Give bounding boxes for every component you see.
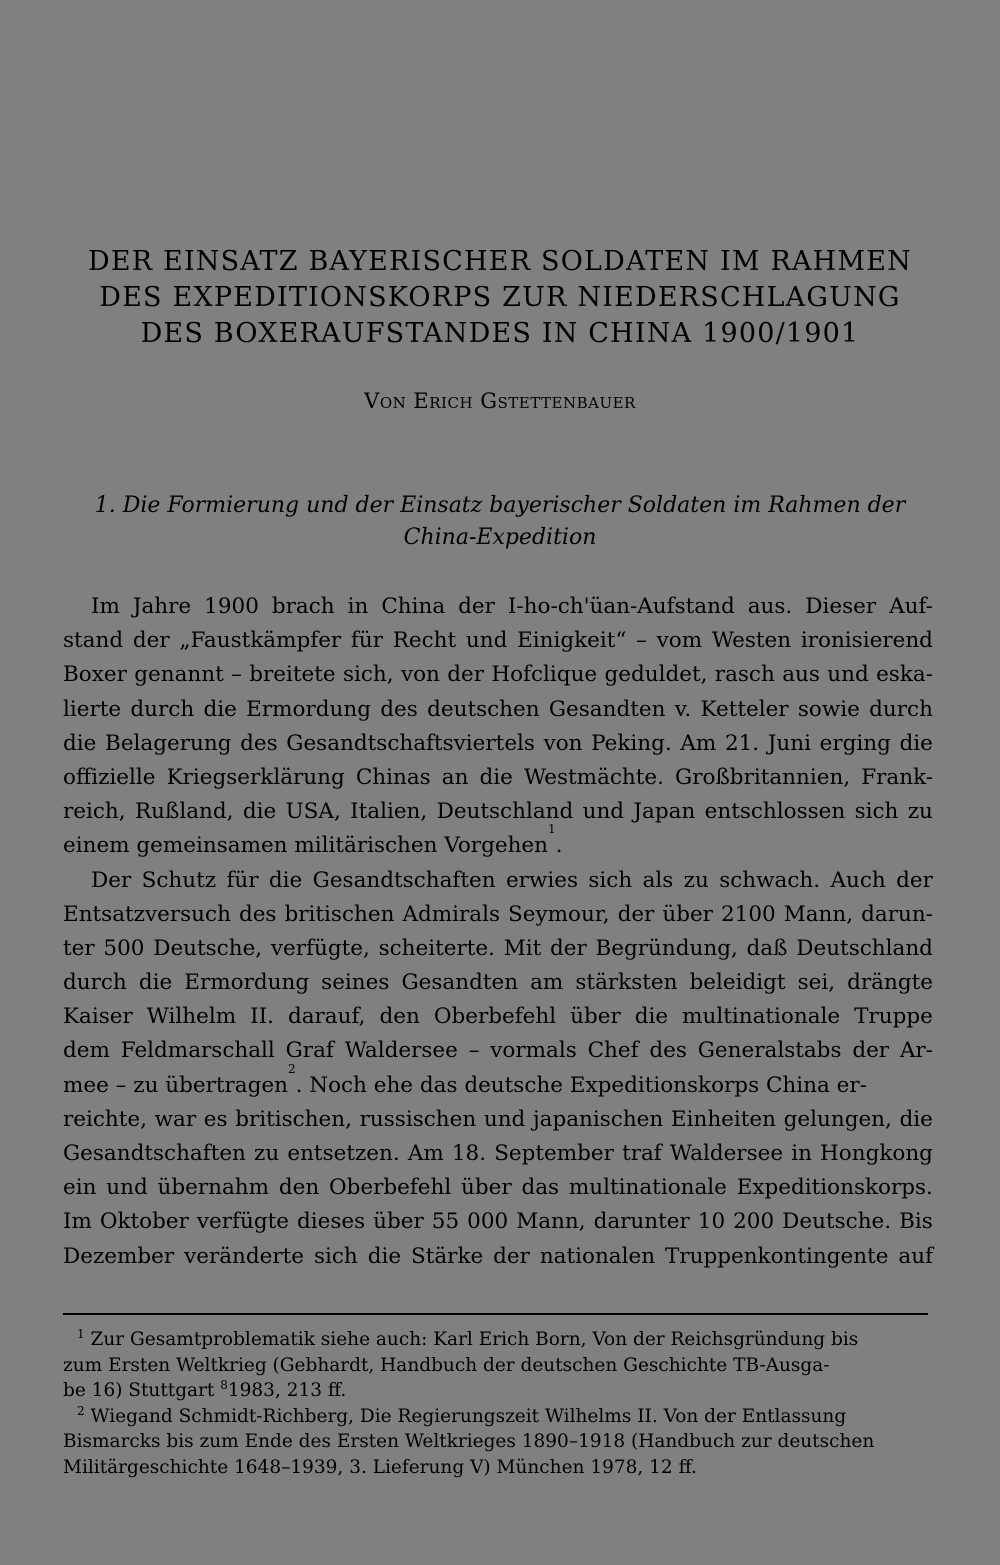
body-word: durch xyxy=(63,970,127,996)
body-word: Boxer xyxy=(63,662,127,688)
body-word: sei, xyxy=(797,970,836,996)
body-word: Juni xyxy=(767,730,811,756)
section-heading-line: China-Expedition xyxy=(403,525,597,550)
footnote-line: Bismarcks bis zum Ende des Ersten Weltkrieges 1890–1918 (Handbuch zur deutschen xyxy=(63,1431,875,1452)
body-word: Hongkong xyxy=(820,1141,933,1166)
body-line xyxy=(63,1034,933,1068)
body-word: geduldet, xyxy=(604,662,708,688)
body-word: den xyxy=(379,1004,420,1030)
body-word: britischen, xyxy=(235,1106,352,1132)
body-word: war xyxy=(154,1106,197,1132)
body-word: Graf xyxy=(285,1038,334,1064)
body-word: in xyxy=(347,594,369,619)
body-word: 21. xyxy=(724,730,760,756)
footnote-text: Wiegand Schmidt-Richberg, Die Regierungszeit Wilhelms II. Von der Entlassung xyxy=(90,1405,847,1427)
body-word: scheiterte. xyxy=(378,935,495,961)
footnote-separator xyxy=(63,1313,928,1315)
body-word: der xyxy=(493,1243,530,1269)
body-word: stärksten xyxy=(575,970,678,996)
body-word: über xyxy=(570,1004,621,1030)
body-word: daß xyxy=(746,935,788,961)
body-word: die xyxy=(268,867,303,893)
body-word: Begründung, xyxy=(595,935,738,961)
body-word: den xyxy=(278,1175,320,1201)
body-word: dieses xyxy=(297,1209,366,1235)
body-word: breitete xyxy=(249,662,336,688)
body-word: Dieser xyxy=(805,594,877,619)
body-word: seines xyxy=(321,970,390,996)
body-word: Seymour, xyxy=(508,901,610,927)
body-word: Gesandtschaften xyxy=(63,1141,246,1166)
body-word: veränderte xyxy=(184,1243,305,1269)
body-word: und xyxy=(582,799,625,825)
body-word: die xyxy=(899,730,933,756)
body-word: 55 xyxy=(431,1209,460,1235)
body-word: Japan xyxy=(633,799,696,825)
body-line xyxy=(63,932,933,966)
body-word: Am xyxy=(407,1141,444,1166)
section-heading-line: 1. Die Formierung und der Einsatz bayerischer Soldaten im Rahmen der xyxy=(94,493,906,518)
body-word: der xyxy=(896,867,933,893)
body-word: darun- xyxy=(861,901,933,927)
body-word: der xyxy=(458,594,495,619)
body-word: Im xyxy=(63,1209,92,1235)
body-line xyxy=(63,1137,933,1171)
body-word: die xyxy=(634,1004,669,1030)
body-word: Chef xyxy=(587,1038,639,1064)
body-word: die xyxy=(479,764,513,790)
body-word: Einigkeit“ xyxy=(517,628,627,654)
body-word: Dezember xyxy=(63,1243,175,1269)
body-word: USA, xyxy=(285,799,341,825)
footnote-text: Zur Gesamtproblematik siehe auch: Karl Erich Born, Von der Reichsgründung bis xyxy=(90,1329,859,1350)
body-word: lierte xyxy=(63,696,122,722)
body-word: übernahm xyxy=(157,1175,270,1201)
body-word: 200 xyxy=(733,1209,775,1235)
body-word: Der xyxy=(91,867,132,893)
body-word: Gesandten xyxy=(401,970,519,996)
body-line xyxy=(63,1205,933,1239)
body-word: die xyxy=(242,799,277,825)
body-line xyxy=(63,1061,933,1103)
body-word: die xyxy=(899,1106,933,1132)
body-word: Admirals xyxy=(402,901,500,927)
body-word: rasch xyxy=(714,662,775,688)
body-word: gelungen, xyxy=(783,1106,892,1132)
body-word: Mann, xyxy=(516,1209,586,1235)
body-word: auf xyxy=(898,1243,933,1269)
body-word: darunter xyxy=(593,1209,690,1235)
body-word: 1900 xyxy=(204,594,259,619)
body-word: Deutschland xyxy=(796,935,933,961)
body-word: Kaiser xyxy=(63,1004,133,1030)
body-word: Frank- xyxy=(861,764,933,790)
body-word: die xyxy=(138,970,173,996)
body-word: Italien, xyxy=(350,799,428,825)
footnote-line xyxy=(63,1327,933,1353)
body-word: sich xyxy=(313,1243,358,1269)
body-word: verfügte xyxy=(196,1209,289,1235)
body-word: Im xyxy=(91,594,120,619)
title-line: DES EXPEDITIONSKORPS ZUR NIEDERSCHLAGUNG xyxy=(99,282,901,313)
body-word: ter xyxy=(63,935,95,961)
body-word: Truppenkontingente xyxy=(665,1243,889,1269)
body-word: vom xyxy=(656,628,703,654)
body-word: sowie xyxy=(797,696,860,722)
footnote-line: Militärgeschichte 1648–1939, 3. Lieferung V) München 1978, 12 ff. xyxy=(63,1456,697,1478)
body-word: II. xyxy=(250,1004,274,1030)
body-word: der xyxy=(852,1038,890,1064)
body-word: offizielle xyxy=(63,764,156,790)
body-word: des xyxy=(238,901,277,927)
body-word: Ketteler xyxy=(700,696,789,722)
body-word: über xyxy=(373,1209,424,1235)
body-word: es xyxy=(203,1106,228,1132)
body-word: ein xyxy=(63,1175,97,1201)
body-word: zu xyxy=(254,1141,280,1166)
body-line xyxy=(63,966,933,1000)
footnote-line xyxy=(63,1404,933,1430)
body-word: des xyxy=(380,696,418,722)
body-word: und xyxy=(106,1175,148,1201)
body-word: von xyxy=(400,662,440,688)
body-line xyxy=(63,1000,933,1034)
body-word: reichte, xyxy=(63,1106,147,1132)
body-word: schwach. xyxy=(719,867,821,893)
body-word: Schutz xyxy=(141,867,217,893)
section-heading xyxy=(80,490,920,554)
footnote-ref: 1 xyxy=(548,822,556,837)
body-line xyxy=(63,1171,933,1205)
body-word: des xyxy=(649,1038,687,1064)
body-word: multinationale xyxy=(568,1175,727,1201)
body-word: über xyxy=(662,901,713,927)
body-word: deutschen xyxy=(427,696,540,722)
footnote-marker: 2 xyxy=(77,1403,85,1418)
body-word: Westen xyxy=(711,628,792,654)
body-line xyxy=(63,761,933,795)
body-word: Hofclique xyxy=(491,662,598,688)
body-line xyxy=(63,727,933,761)
author-byline: Von Erich Gstettenbauer xyxy=(364,389,636,413)
body-word: Deutsche, xyxy=(153,935,263,961)
body-word: der xyxy=(549,935,587,961)
body-line-text: einem gemeinsamen militärischen Vorgehen xyxy=(63,833,548,859)
body-word: Mit xyxy=(503,935,542,961)
body-word: Am xyxy=(680,730,717,756)
body-word: Gesandtschaftsviertels xyxy=(286,730,535,756)
body-word: entsetzen. xyxy=(287,1141,400,1166)
body-word: China xyxy=(381,594,446,619)
body-word: durch xyxy=(869,696,933,722)
body-word: Ar- xyxy=(899,1038,933,1064)
body-line xyxy=(63,624,933,658)
body-word: Oberbefehl xyxy=(328,1175,452,1201)
body-word: Oberbefehl xyxy=(433,1004,557,1030)
body-word: erwies xyxy=(505,867,578,893)
body-word: aus xyxy=(782,662,820,688)
body-word: beleidigt xyxy=(689,970,786,996)
body-word: der xyxy=(617,901,655,927)
body-word: Wilhelm xyxy=(146,1004,237,1030)
body-word: aus. xyxy=(747,594,793,619)
body-word: der xyxy=(447,662,484,688)
body-word: Expeditionskorps. xyxy=(736,1175,933,1201)
body-line-text: . xyxy=(555,833,563,859)
footnote-line: zum Ersten Weltkrieg (Gebhardt, Handbuch der deutschen Geschichte TB-Ausga- xyxy=(63,1354,830,1376)
body-word: von xyxy=(543,730,583,756)
edition-superscript: 8 xyxy=(220,1377,228,1392)
footnotes xyxy=(63,1327,933,1480)
body-word: stand xyxy=(63,628,124,654)
body-word: I-ho-ch'üan-Aufstand xyxy=(507,594,735,619)
body-word: in xyxy=(791,1141,812,1166)
body-word: Mann, xyxy=(783,901,854,927)
body-word: Belagerung xyxy=(105,730,232,756)
body-line-text: . Noch ehe das deutsche Expeditionskorps China er- xyxy=(295,1072,867,1098)
body-word: darauf, xyxy=(287,1004,366,1030)
article-title xyxy=(60,244,940,352)
body-word: die xyxy=(367,1243,402,1269)
body-word: verfügte, xyxy=(270,935,370,961)
body-word: sich xyxy=(854,799,899,825)
body-word: eska- xyxy=(876,662,933,688)
body-word: – xyxy=(636,628,647,654)
footnote-ref: 2 xyxy=(287,1061,296,1076)
title-line: DES BOXERAUFSTANDES IN CHINA 1900/1901 xyxy=(140,318,860,349)
body-word: Einheiten xyxy=(670,1106,776,1132)
body-word: zu xyxy=(907,799,933,825)
footnote-marker: 1 xyxy=(77,1326,85,1341)
body-line xyxy=(63,590,933,624)
body-word: britischen xyxy=(284,901,395,927)
body-word: Westmächte. xyxy=(523,764,664,790)
body-word: Oktober xyxy=(99,1209,189,1235)
body-word: nationalen xyxy=(539,1243,656,1269)
body-word: Peking. xyxy=(591,730,672,756)
body-line xyxy=(63,1103,933,1137)
body-word: – xyxy=(231,662,242,688)
footnote-text: 1983, 213 ff. xyxy=(227,1380,347,1401)
body-word: ironisierend xyxy=(800,628,933,654)
body-word: sich xyxy=(588,867,633,893)
body-line xyxy=(63,795,933,829)
body-word: Waldersee xyxy=(669,1141,784,1166)
body-word: Auf- xyxy=(889,594,933,619)
body-line xyxy=(63,693,933,727)
body-word: brach xyxy=(271,594,335,619)
body-word: Großbritannien, xyxy=(675,764,851,790)
body-word: des xyxy=(240,730,278,756)
body-word: entschlossen xyxy=(704,799,846,825)
body-word: und xyxy=(483,1106,526,1132)
body-word: Kriegserklärung xyxy=(166,764,345,790)
body-word: japanischen xyxy=(532,1106,664,1132)
body-word: Truppe xyxy=(854,1004,933,1030)
body-word: v. xyxy=(674,696,692,722)
footnote-text: be 16) Stuttgart xyxy=(63,1380,221,1401)
body-word: Recht xyxy=(392,628,457,654)
body-word: der xyxy=(132,628,170,654)
body-line xyxy=(63,658,933,692)
body-word: Waldersee xyxy=(344,1038,458,1064)
body-word: Entsatzversuch xyxy=(63,901,231,927)
body-word: traf xyxy=(622,1141,662,1166)
body-word: Rußland, xyxy=(134,799,234,825)
body-word: Ermordung xyxy=(246,696,371,722)
body-word: Ermordung xyxy=(184,970,310,996)
body-line xyxy=(63,864,933,898)
body-word: für xyxy=(226,867,259,893)
body-word: Generalstabs xyxy=(697,1038,842,1064)
body-word: zu xyxy=(683,867,709,893)
body-word: an xyxy=(441,764,469,790)
body-word: Gesandtschaften xyxy=(312,867,496,893)
body-word: als xyxy=(642,867,674,893)
body-line xyxy=(63,1240,933,1274)
body-word: Feldmarschall xyxy=(120,1038,275,1064)
body-line-text: mee – zu übertragen xyxy=(63,1072,288,1098)
body-word: – xyxy=(468,1038,480,1064)
body-line xyxy=(63,822,933,863)
body-word: Chinas xyxy=(355,764,431,790)
body-word: sich, xyxy=(342,662,394,688)
body-word: 000 xyxy=(467,1209,509,1235)
footnote-line xyxy=(63,1378,933,1404)
body-word: russischen xyxy=(359,1106,477,1132)
body-word: September xyxy=(494,1141,614,1166)
body-text xyxy=(63,590,933,1274)
body-word: Deutschland xyxy=(436,799,574,825)
body-word: und xyxy=(827,662,869,688)
body-word: durch xyxy=(130,696,195,722)
body-word: Bis xyxy=(899,1209,933,1235)
body-word: das xyxy=(521,1175,560,1201)
body-word: „Faustkämpfer xyxy=(179,628,342,654)
body-word: 2100 xyxy=(720,901,776,927)
body-word: genannt xyxy=(134,662,224,688)
body-word: und xyxy=(465,628,508,654)
body-word: Jahre xyxy=(132,594,192,619)
body-word: 500 xyxy=(103,935,145,961)
body-word: am xyxy=(530,970,564,996)
body-word: vormals xyxy=(490,1038,577,1064)
body-word: reich, xyxy=(63,799,126,825)
body-word: die xyxy=(63,730,97,756)
body-word: Gesandten xyxy=(548,696,666,722)
body-word: 18. xyxy=(451,1141,487,1166)
body-word: über xyxy=(461,1175,512,1201)
body-word: erging xyxy=(819,730,891,756)
body-word: die xyxy=(203,696,237,722)
body-word: Auch xyxy=(830,867,886,893)
body-line xyxy=(63,898,933,932)
body-word: dem xyxy=(63,1038,110,1064)
body-word: 10 xyxy=(697,1209,726,1235)
title-line: DER EINSATZ BAYERISCHER SOLDATEN IM RAHMEN xyxy=(87,246,913,277)
body-word: für xyxy=(350,628,384,654)
body-word: Deutsche. xyxy=(782,1209,892,1235)
body-word: multinationale xyxy=(682,1004,841,1030)
body-word: drängte xyxy=(847,970,933,996)
body-word: Stärke xyxy=(411,1243,484,1269)
